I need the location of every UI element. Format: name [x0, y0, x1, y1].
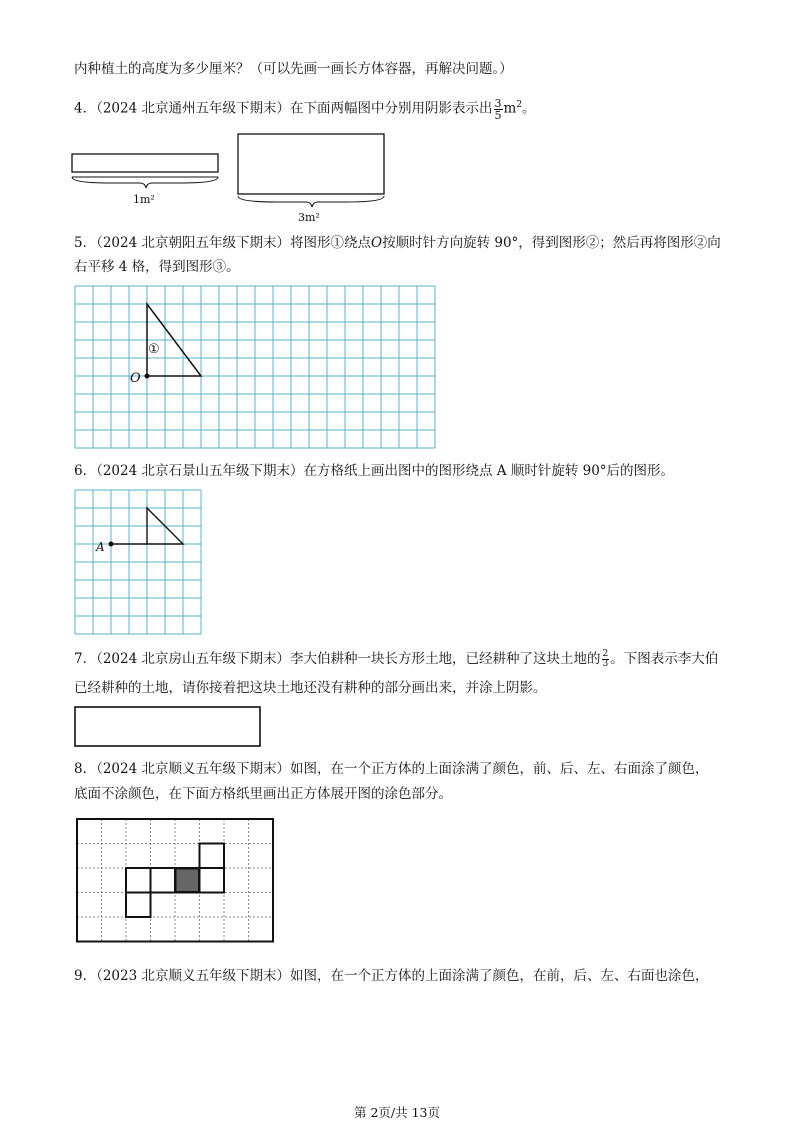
unit-sup: 2: [516, 100, 523, 110]
question-5-text-line1: 5．（2024 北京朝阳五年级下期末）将图形①绕点O按顺时针方向旋转 90°，得到图形②；然后再将图形②向: [74, 235, 721, 251]
page-footer: 第 2页/共 13页: [353, 1105, 441, 1120]
point-o: [145, 374, 150, 379]
unit-m: m: [503, 100, 517, 117]
shaded-face-top: [176, 869, 199, 892]
figure-q4-rect-3m2: [236, 130, 396, 210]
point-o-inline: O: [371, 235, 383, 251]
point-o-label: O: [130, 371, 141, 386]
question-8-text-line2: 底面不涂颜色，在下面方格纸里画出正方体展开图的涂色部分。: [74, 786, 452, 802]
label-1m2: 1m²: [133, 193, 155, 206]
question-6-text: 6．（2024 北京石景山五年级下期末）在方格纸上画出图中的图形绕点 A 顺时针旋转 90°后的图形。: [74, 463, 675, 479]
grid-q5: [74, 285, 438, 450]
grid-q8: [76, 818, 276, 956]
rect-1m2: [72, 154, 218, 172]
net-face: [151, 868, 176, 893]
brace-1m2: [72, 177, 218, 188]
figure-q7-rect: [74, 706, 264, 748]
net-face: [200, 844, 225, 869]
grid-q6: [74, 489, 204, 635]
net-face: [126, 893, 151, 918]
text-line-intro: 内种植土的高度为多少厘米？（可以先画一画长方体容器，再解决问题。）: [74, 61, 513, 77]
net-face: [126, 868, 151, 893]
question-5-text-line2: 右平移 4 格，得到图形③。: [74, 259, 240, 275]
question-8-text-line1: 8．（2024 北京顺义五年级下期末）如图，在一个正方体的上面涂满了颜色，前、后、左、右面涂了颜色，: [74, 761, 709, 777]
fraction-two-thirds: $\frac{2}{3}$: [602, 649, 609, 669]
net-face: [200, 868, 225, 893]
question-4-stem: 4．（2024 北京通州五年级下期末）在下面两幅图中分别用阴影表示出: [74, 100, 493, 117]
point-a: [109, 542, 114, 547]
brace-3m2: [238, 196, 384, 207]
question-7-text-line1: 7．（2024 北京房山五年级下期末）李大伯耕种一块长方形土地，已经耕种了这块土地的 $\frac{2}{3}$ 。下图表示李大伯: [74, 649, 719, 669]
shape-1-label: ①: [148, 342, 160, 357]
label-3m2: 3m²: [298, 211, 320, 224]
rect-cultivated-land: [75, 707, 260, 746]
question-4-text: 4．（2024 北京通州五年级下期末）在下面两幅图中分别用阴影表示出 $\frac{3}{5}$ $m^2$。: [74, 96, 536, 122]
point-a-label: A: [96, 540, 105, 554]
question-9-text: 9．（2023 北京顺义五年级下期末）如图，在一个正方体的上面涂满了颜色，在前，后、左、右面也涂色，: [74, 968, 709, 984]
question-7-text-line2: 已经耕种的土地，请你接着把这块土地还没有耕种的部分画出来，并涂上阴影。: [74, 680, 547, 696]
rect-3m2: [238, 134, 384, 194]
fraction-three-fifths: $\frac{3}{5}$: [494, 96, 502, 122]
